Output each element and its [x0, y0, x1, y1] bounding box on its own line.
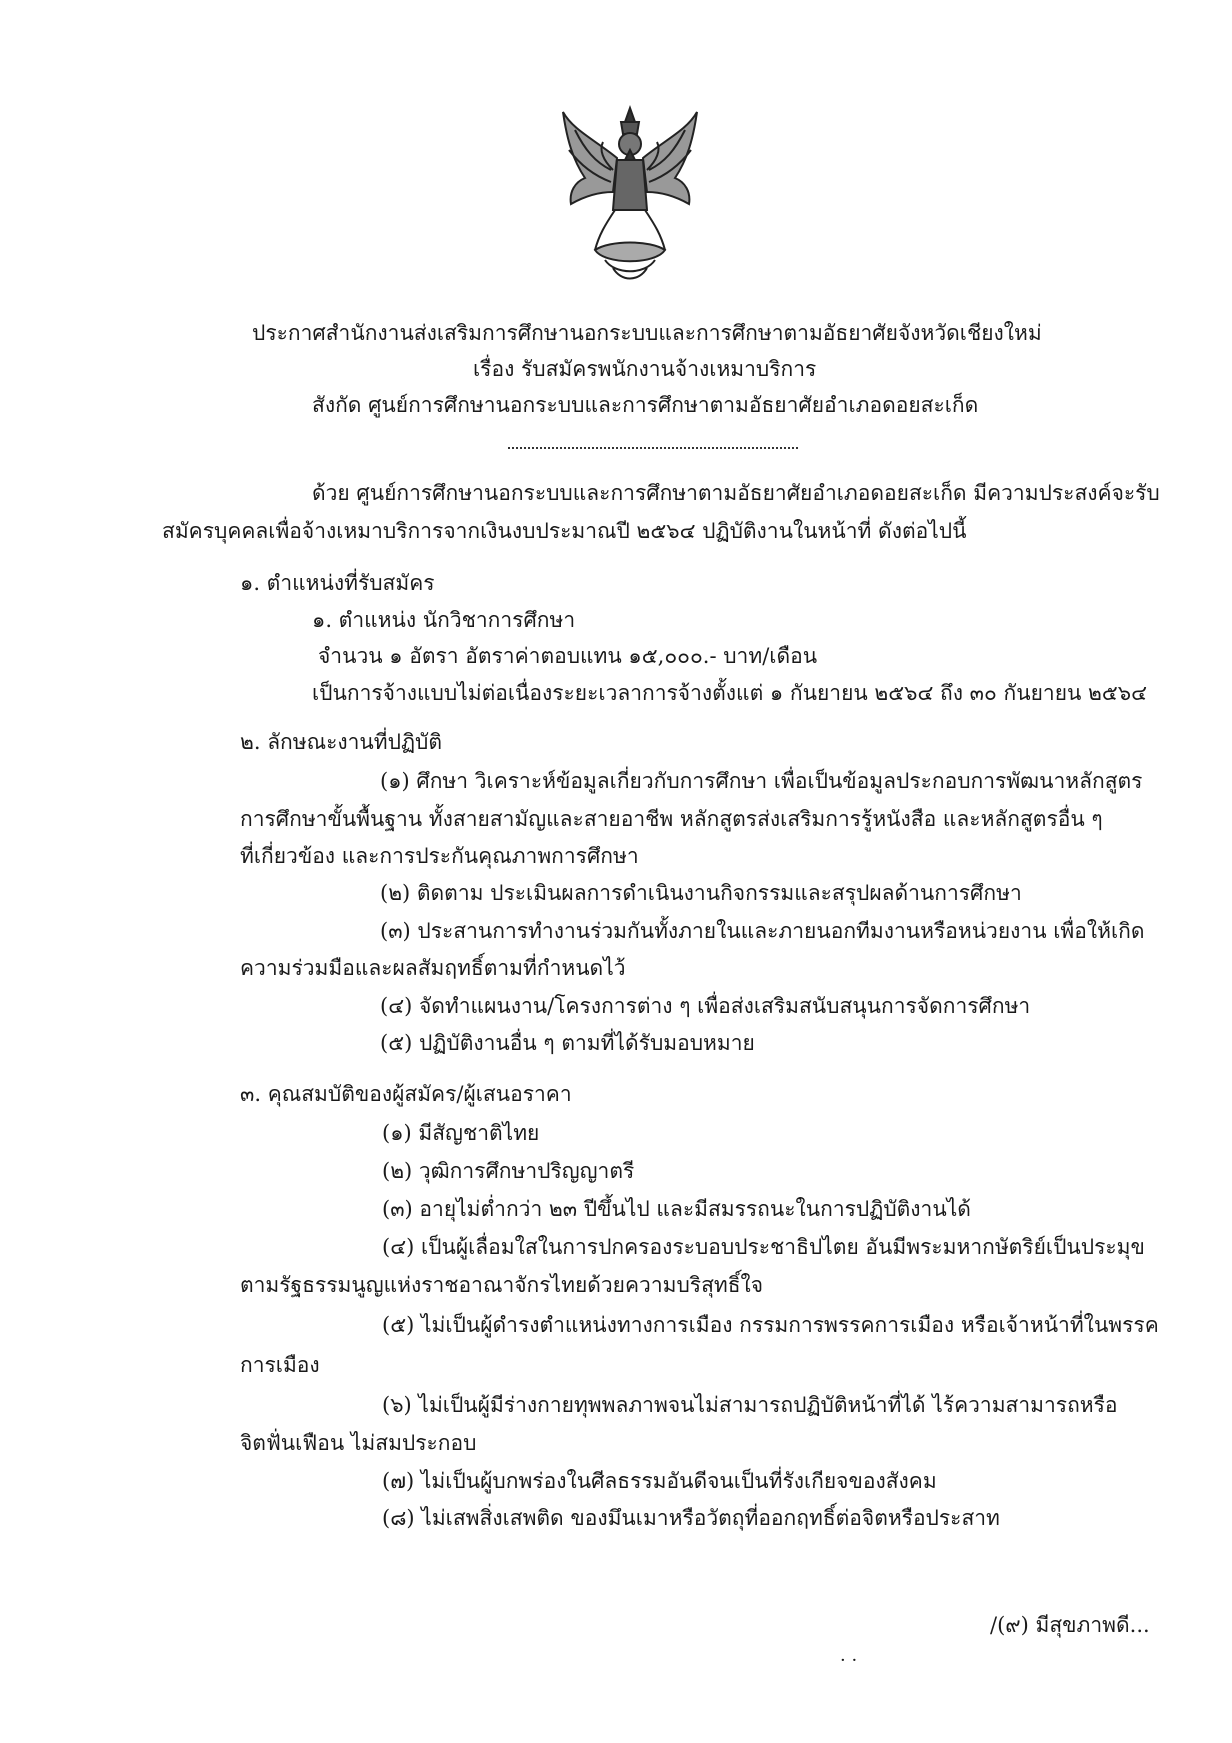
section3-heading: ๓. คุณสมบัติของผู้สมัคร/ผู้เสนอราคา [240, 1082, 572, 1106]
continuation-note: /(๙) มีสุขภาพดี... [990, 1613, 1150, 1637]
section1-position: ๑. ตำแหน่ง นักวิชาการศึกษา [312, 608, 576, 632]
section2-item3-line1: (๓) ประสานการทำงานร่วมกันทั้งภายในและภายนอกทีมงานหรือหน่วยงาน เพื่อให้เกิด [380, 919, 1145, 943]
section3-q4-line1: (๔) เป็นผู้เลื่อมใสในการปกครองระบอบประชาธิปไตย อันมีพระมหากษัตริย์เป็นประมุข [382, 1235, 1145, 1259]
section3-q3: (๓) อายุไม่ต่ำกว่า ๒๓ ปีขึ้นไป และมีสมรรถนะในการปฏิบัติงานได้ [382, 1197, 971, 1221]
garuda-emblem [555, 100, 705, 285]
section2-item5: (๕) ปฏิบัติงานอื่น ๆ ตามที่ได้รับมอบหมาย [380, 1031, 755, 1055]
section2-heading: ๒. ลักษณะงานที่ปฏิบัติ [240, 730, 443, 754]
header-affiliation: สังกัด ศูนย์การศึกษานอกระบบและการศึกษาตามอัธยาศัยอำเภอดอยสะเก็ด [312, 393, 979, 417]
section3-q8: (๘) ไม่เสพสิ่งเสพติด ของมึนเมาหรือวัตถุที่ออกฤทธิ์ต่อจิตหรือประสาท [382, 1506, 1000, 1530]
section3-q7: (๗) ไม่เป็นผู้บกพร่องในศีลธรรมอันดีจนเป็นที่รังเกียจของสังคม [382, 1469, 937, 1493]
section1-heading: ๑. ตำแหน่งที่รับสมัคร [240, 571, 435, 595]
section3-q6-line2: จิตฟั่นเฟือน ไม่สมประกอบ [240, 1431, 477, 1455]
section3-q1: (๑) มีสัญชาติไทย [382, 1121, 540, 1145]
footer-marks: · · [840, 1650, 858, 1671]
section2-item1-line1: (๑) ศึกษา วิเคราะห์ข้อมูลเกี่ยวกับการศึกษา เพื่อเป็นข้อมูลประกอบการพัฒนาหลักสูตร [380, 769, 1143, 793]
section2-item1-line2: การศึกษาขั้นพื้นฐาน ทั้งสายสามัญและสายอาชีพ หลักสูตรส่งเสริมการรู้หนังสือ และหลักสูตรอื่น ๆ [240, 807, 1103, 831]
separator-dots [508, 447, 798, 449]
section2-item4: (๔) จัดทำแผนงาน/โครงการต่าง ๆ เพื่อส่งเสริมสนับสนุนการจัดการศึกษา [380, 994, 1031, 1018]
header-title: ประกาศสำนักงานส่งเสริมการศึกษานอกระบบและการศึกษาตามอัธยาศัยจังหวัดเชียงใหม่ [252, 321, 1042, 345]
section1-amount: จำนวน ๑ อัตรา อัตราค่าตอบแทน ๑๕,๐๐๐.- บาท/เดือน [318, 644, 818, 668]
section2-item3-line2: ความร่วมมือและผลสัมฤทธิ์ตามที่กำหนดไว้ [240, 956, 626, 980]
section3-q4-line2: ตามรัฐธรรมนูญแห่งราชอาณาจักรไทยด้วยความบริสุทธิ์ใจ [240, 1273, 764, 1297]
section3-q5-line2: การเมือง [240, 1353, 320, 1377]
section2-item2: (๒) ติดตาม ประเมินผลการดำเนินงานกิจกรรมและสรุปผลด้านการศึกษา [380, 881, 1022, 905]
intro-line-2: สมัครบุคคลเพื่อจ้างเหมาบริการจากเงินงบประมาณปี ๒๕๖๔ ปฏิบัติงานในหน้าที่ ดังต่อไปนี้ [162, 519, 967, 543]
section3-q5-line1: (๕) ไม่เป็นผู้ดำรงตำแหน่งทางการเมือง กรรมการพรรคการเมือง หรือเจ้าหน้าที่ในพรรค [382, 1313, 1159, 1337]
intro-line-1: ด้วย ศูนย์การศึกษานอกระบบและการศึกษาตามอัธยาศัยอำเภอดอยสะเก็ด มีความประสงค์จะรับ [312, 481, 1160, 505]
section3-q2: (๒) วุฒิการศึกษาปริญญาตรี [382, 1159, 635, 1183]
section2-item1-line3: ที่เกี่ยวข้อง และการประกันคุณภาพการศึกษา [240, 844, 639, 868]
section3-q6-line1: (๖) ไม่เป็นผู้มีร่างกายทุพพลภาพจนไม่สามารถปฏิบัติหน้าที่ได้ ไร้ความสามารถหรือ [382, 1393, 1118, 1417]
header-subject: เรื่อง รับสมัครพนักงานจ้างเหมาบริการ [473, 357, 817, 381]
section1-period: เป็นการจ้างแบบไม่ต่อเนื่องระยะเวลาการจ้างตั้งแต่ ๑ กันยายน ๒๕๖๔ ถึง ๓๐ กันยายน ๒๕๖๔ [312, 681, 1147, 705]
